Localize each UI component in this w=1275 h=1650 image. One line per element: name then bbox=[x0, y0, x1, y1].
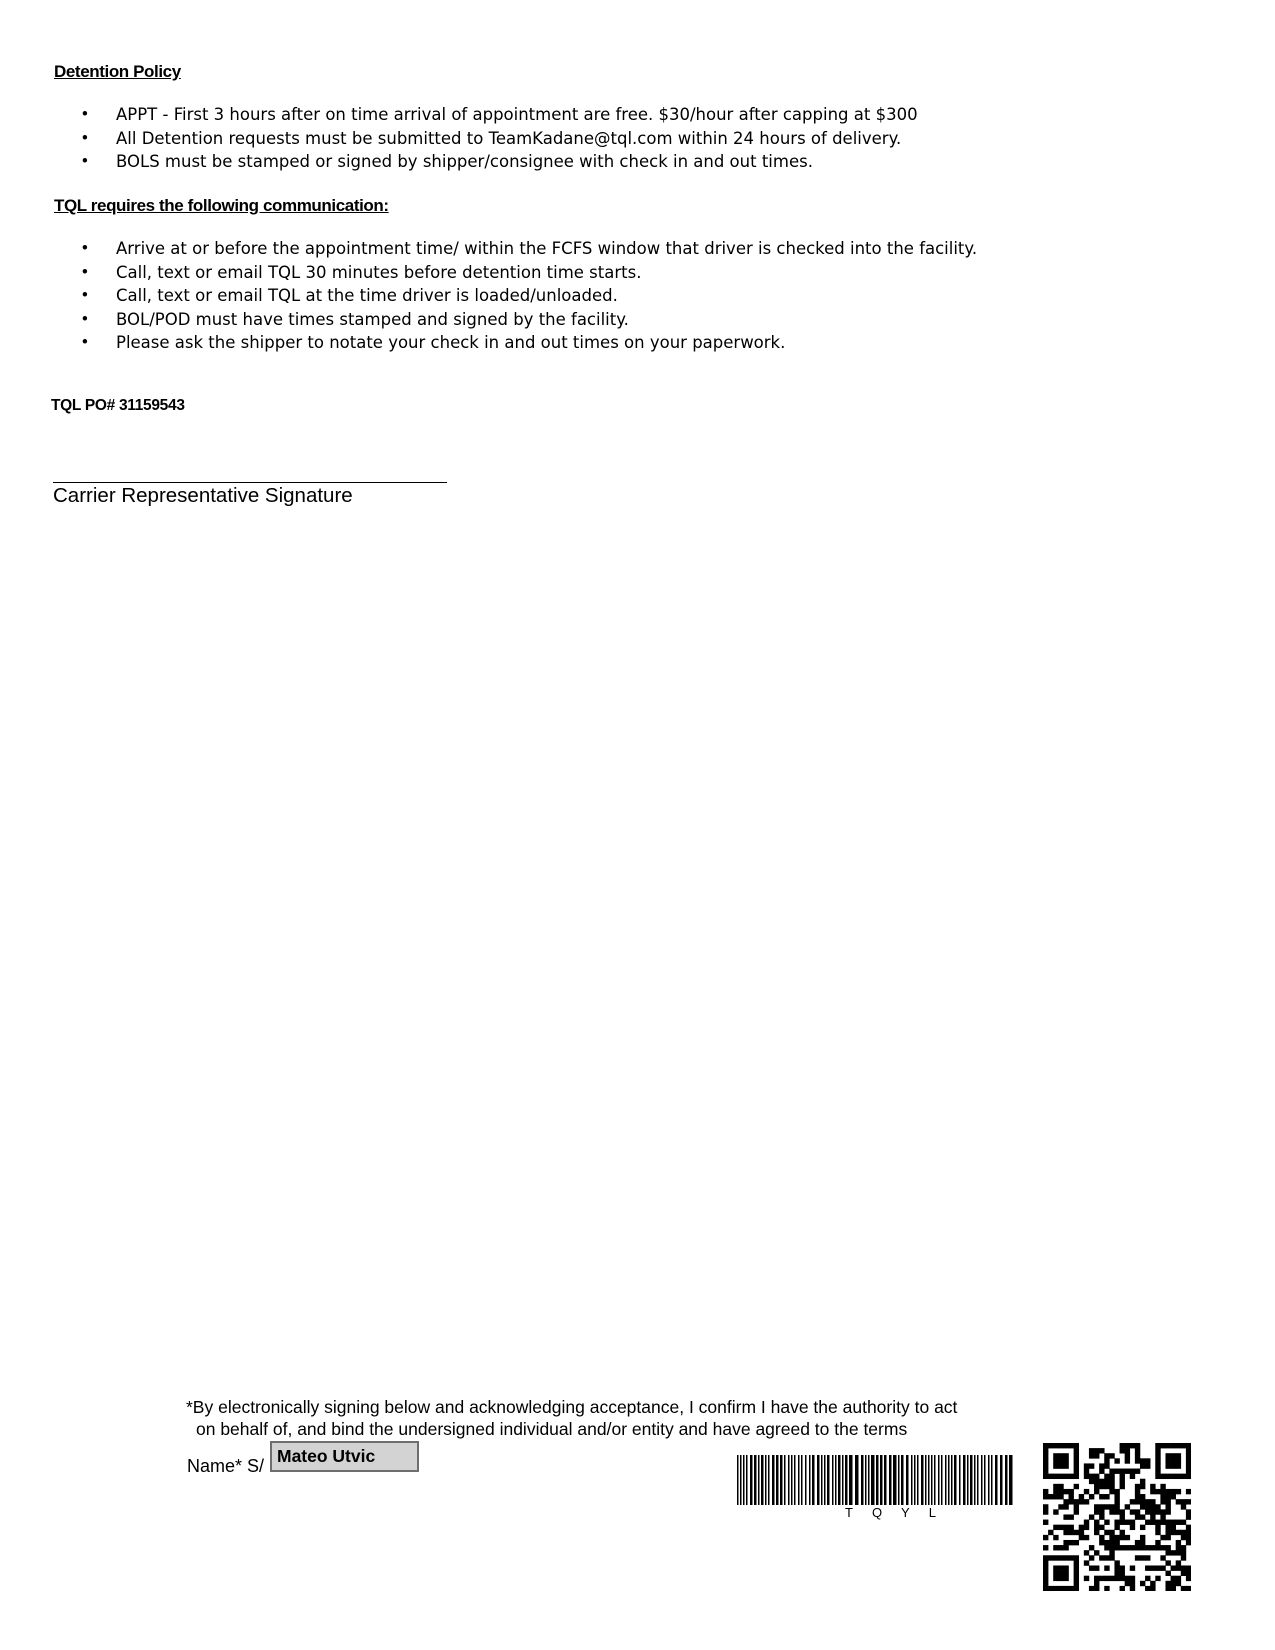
name-field-label: Name* S/ bbox=[187, 1456, 265, 1476]
list-item: • BOL/POD must have times stamped and signed by the facility. bbox=[60, 308, 977, 332]
consent-line-2: on behalf of, and bind the undersigned individual and/or entity and have agreed to the terms bbox=[196, 1419, 908, 1439]
communication-heading: TQL requires the following communication: bbox=[54, 196, 389, 215]
list-item: • APPT - First 3 hours after on time arrival of appointment are free. $30/hour after capping at $300 bbox=[60, 103, 918, 127]
name-input[interactable]: Mateo Utvic bbox=[270, 1441, 419, 1472]
detention-policy-heading: Detention Policy bbox=[54, 62, 181, 81]
barcode-text: TQYL bbox=[845, 1505, 955, 1520]
list-item: • Call, text or email TQL 30 minutes before detention time starts. bbox=[60, 261, 977, 285]
consent-line-1: *By electronically signing below and acknowledging acceptance, I confirm I have the authority to act bbox=[186, 1397, 958, 1417]
qr-code-image bbox=[1043, 1443, 1191, 1591]
detention-policy-list bbox=[60, 103, 918, 174]
communication-list bbox=[60, 237, 977, 355]
po-number: TQL PO# 31159543 bbox=[51, 397, 185, 414]
list-item: • BOLS must be stamped or signed by shipper/consignee with check in and out times. bbox=[60, 150, 918, 174]
signature-line[interactable] bbox=[53, 482, 447, 483]
list-item: • Please ask the shipper to notate your check in and out times on your paperwork. bbox=[60, 331, 977, 355]
list-item: • Call, text or email TQL at the time driver is loaded/unloaded. bbox=[60, 284, 977, 308]
signature-label: Carrier Representative Signature bbox=[53, 484, 353, 507]
barcode-image bbox=[737, 1455, 1017, 1505]
consent-statement bbox=[186, 1396, 957, 1440]
list-item: • Arrive at or before the appointment time/ within the FCFS window that driver is checked into the facility. bbox=[60, 237, 977, 261]
list-item: • All Detention requests must be submitted to TeamKadane@tql.com within 24 hours of delivery. bbox=[60, 127, 918, 151]
